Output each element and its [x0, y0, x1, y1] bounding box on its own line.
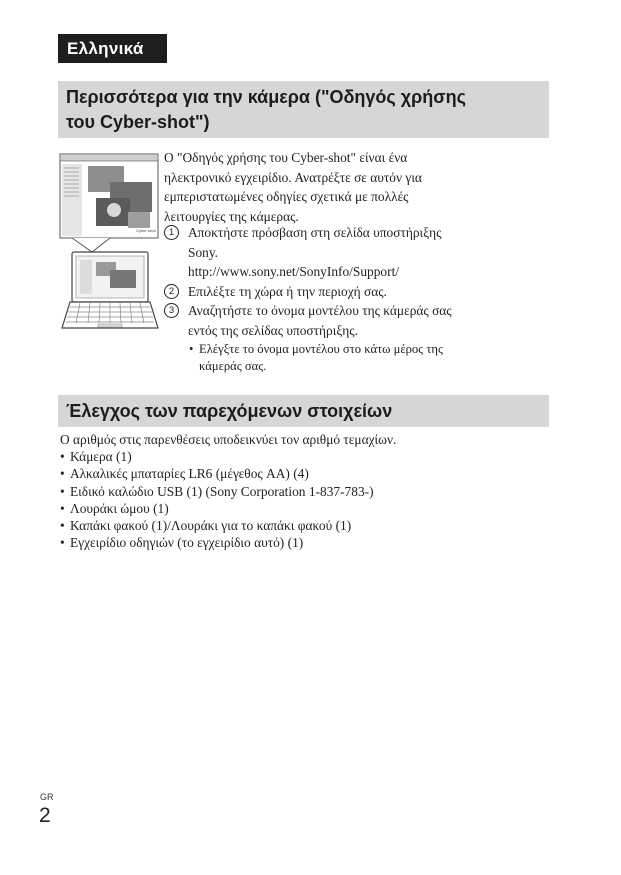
- user-guide-intro: [164, 148, 544, 226]
- item-text: Αλκαλικές μπαταρίες LR6 (μέγεθος AA) (4): [70, 466, 309, 482]
- bullet: •: [60, 449, 65, 465]
- bullet: •: [189, 342, 194, 356]
- step-number-badge: 2: [164, 284, 179, 299]
- note-text: κάμεράς σας.: [199, 359, 267, 373]
- list-item: [60, 517, 550, 534]
- illustration-label: Cyber-shot: [136, 228, 156, 233]
- item-text: Κάμερα (1): [70, 449, 132, 465]
- language-code: GR: [40, 792, 54, 802]
- supplied-items-list: [60, 431, 550, 551]
- list-item: [60, 465, 550, 482]
- step-text: Αποκτήστε πρόσβαση στη σελίδα υποστήριξης: [188, 225, 442, 240]
- step-3: [164, 301, 544, 340]
- bullet: •: [60, 466, 65, 482]
- bullet: •: [60, 483, 65, 499]
- bullet: •: [60, 518, 65, 534]
- intro-line: εμπεριστατωμένες οδηγίες σχετικά με πολλές: [164, 189, 409, 204]
- support-url-link[interactable]: http://www.sony.net/SonyInfo/Support/: [188, 264, 400, 279]
- intro-line: ηλεκτρονικό εγχειρίδιο. Ανατρέξτε σε αυτόν για: [164, 169, 422, 185]
- step-2: [164, 282, 544, 302]
- item-text: Ειδικό καλώδιο USB (1) (Sony Corporation 1-837-783-): [70, 483, 374, 499]
- access-steps-list: [164, 223, 544, 375]
- step-number-badge: 1: [164, 225, 179, 240]
- step-text: εντός της σελίδας υποστήριξης.: [188, 322, 358, 338]
- step-text: Αναζητήστε το όνομα μοντέλου της κάμεράς σας: [188, 303, 452, 318]
- intro-line: Ο "Οδηγός χρήσης του Cyber-shot" είναι ένα: [164, 150, 408, 165]
- step-number-badge: 3: [164, 303, 179, 318]
- step-text: Επιλέξτε τη χώρα ή την περιοχή σας.: [188, 283, 387, 299]
- list-item: [60, 500, 550, 517]
- step-text: Sony.: [188, 244, 219, 260]
- bullet: •: [60, 500, 65, 516]
- item-text: Λουράκι ώμου (1): [70, 500, 169, 516]
- list-item: [60, 483, 550, 500]
- item-text: Εγχειρίδιο οδηγιών (το εγχειρίδιο αυτό) (1): [70, 535, 304, 551]
- section-title-supplied-items: Έλεγχος των παρεχόμενων στοιχείων: [58, 395, 549, 427]
- item-text: Καπάκι φακού (1)/Λουράκι για το καπάκι φακού (1): [70, 518, 352, 534]
- page-number: 2: [39, 804, 51, 827]
- section-title-user-guide: [58, 81, 549, 138]
- laptop-guide-illustration: [58, 152, 162, 342]
- section-title-line: Περισσότερα για την κάμερα ("Οδηγός χρήσης: [66, 87, 466, 107]
- list-item: [60, 534, 550, 551]
- bullet: •: [60, 535, 65, 551]
- list-item: [60, 448, 550, 465]
- step-1: [164, 223, 544, 282]
- language-tab: Ελληνικά: [58, 34, 167, 63]
- items-intro: Ο αριθμός στις παρενθέσεις υποδεικνύει τον αριθμό τεμαχίων.: [60, 432, 397, 447]
- intro-line: λειτουργίες της κάμερας.: [164, 208, 299, 224]
- section-title-line: του Cyber-shot"): [66, 112, 210, 132]
- note-text: Ελέγξτε το όνομα μοντέλου στο κάτω μέρος της: [199, 342, 443, 356]
- model-name-note: [189, 341, 544, 375]
